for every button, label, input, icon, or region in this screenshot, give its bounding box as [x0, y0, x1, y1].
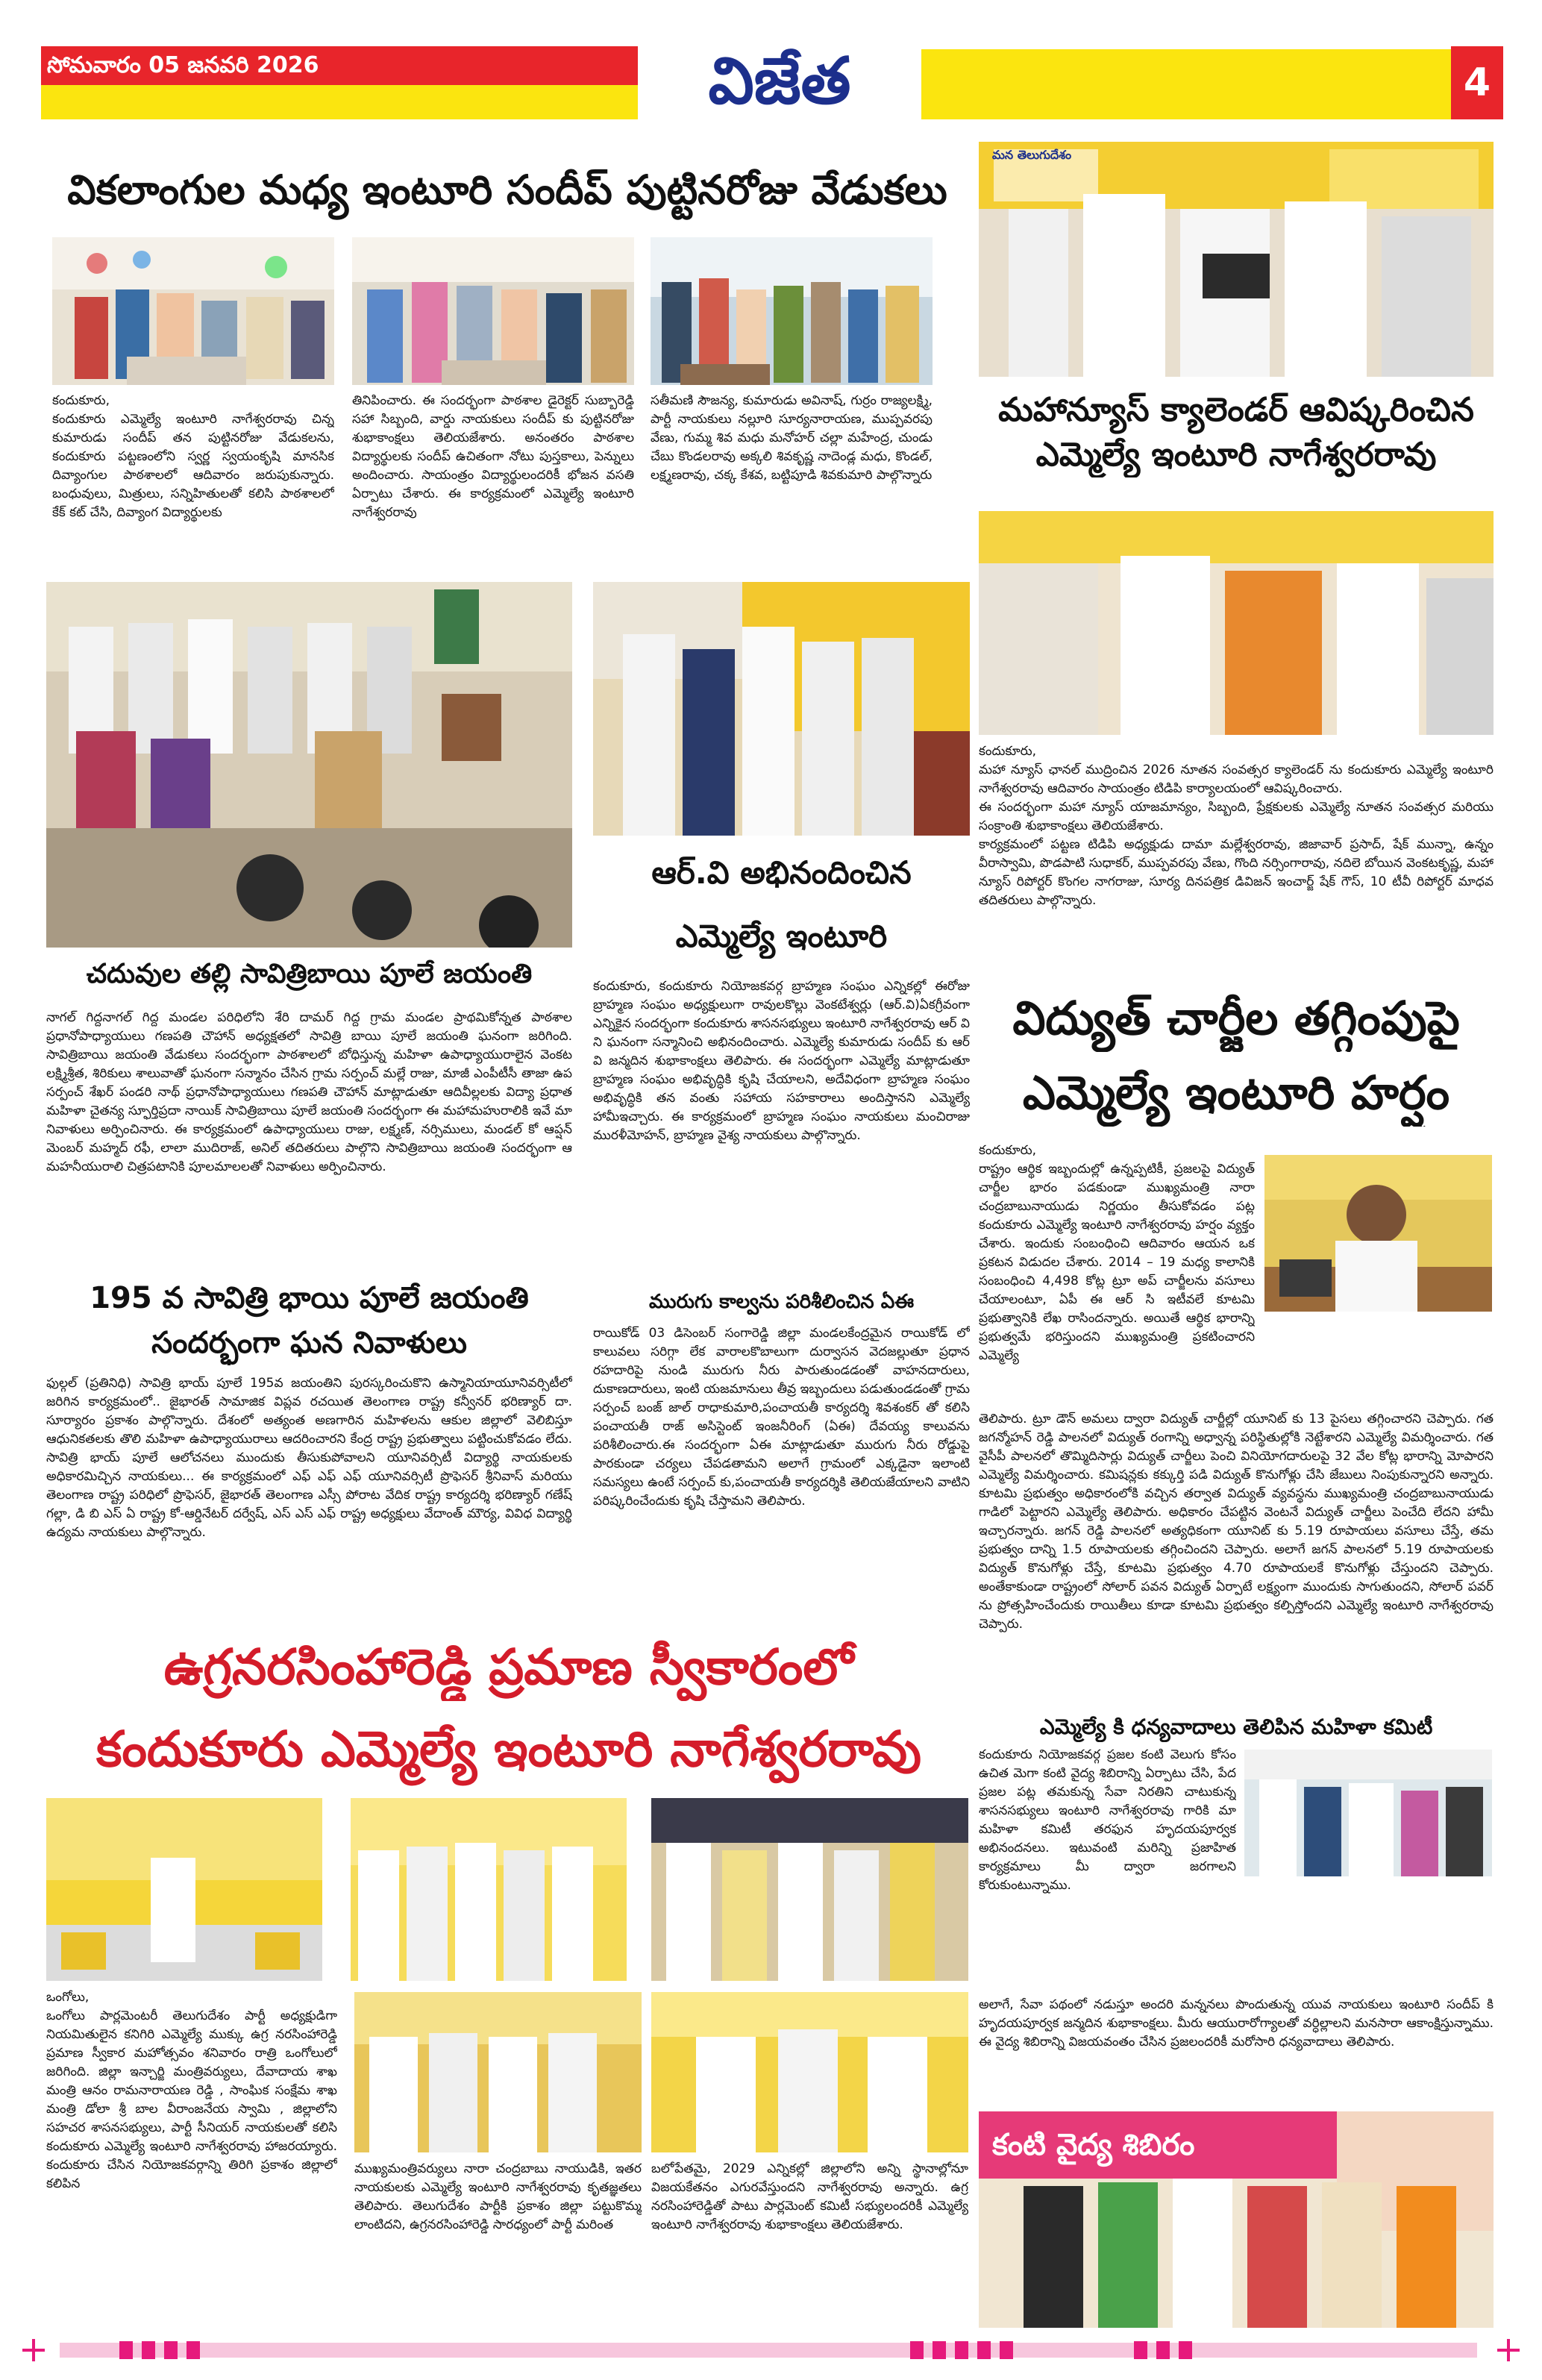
- oath-photo-1: [46, 1798, 322, 1981]
- oath-photo-4: [354, 1992, 642, 2152]
- footer-strip: [15, 2335, 1527, 2365]
- story8-body-a: కందుకూరు నియోజకవర్గ ప్రజల కంటి వెలుగు కోసం ఉచిత మెగా కంటి వైద్య శిబిరాన్ని ఏర్పాటు చేసి, పేద ప్రజల పట్ల తమకున్న సేవా నిరతిని చాటుకున్న శాసనసభ్యులు ఇంటూరి నాగేశ్వరరావు గారికి మా మహిళా కమిటీ తరఫున హృదయపూర్వక అభినందనలు. ఇటువంటి మరిన్ని ప్రజాహిత కార్యక్రమాలు మీ ద్వారా జరగాలని కోరుకుంటున్నాము.: [979, 1747, 1236, 1893]
- story3-headline: చదువుల తల్లి సావిత్రిబాయి పూలే జయంతి: [86, 959, 533, 989]
- story8-headline: ఎమ్మెల్యే కి ధన్యవాదాలు తెలిపిన మహిళా కమిటీ: [1039, 1714, 1433, 1739]
- birthday-photo-3: [651, 237, 933, 385]
- birthday-photo-2: [352, 237, 634, 385]
- oath-photo-5: [651, 1992, 968, 2152]
- story6-body: రాయికోడ్ 03 డిసెంబర్ సంగారెడ్డి జిల్లా మండలకేంద్రమైన రాయికోడ్ లో కాలువలు సరిగ్గా లేక వారాలకొబాలుగా దుర్వాసన వెదజల్లుతూ ప్రధాన రహదారిపై నుండి మురుగు నీరు పారుతుండడంతో వాహనదారులు, దుకాణదారులు, ఇంటి యజమానులు తీవ్ర ఇబ్బందులు పడుతుండడంతో గ్రామ సర్పంచ్ బంజ్ జాల్ రాధాకుమారి,పంచాయతీ కార్యదర్శి శివశంకర్ తో కలిసి పంచాయతీ రాజ్ అసిస్టెంట్ ఇంజనీరింగ్ (ఏఈ) దేవయ్య కాలువను పరిశీలించారు.ఈ సందర్భంగా ఏఈ మాట్లాడుతూ మురుగు నీరు రోడ్డుపై పారకుండా చర్యలు చేపడతామని అలాగే గ్రామంలో ఎక్కడైనా ఇలాంటి సమస్యలు ఉంటే సర్పంచ్ కు,పంచాయతీ కార్యదర్శికి తెలియజేయాలని వాటిని పరిష్కరించేందుకు కృషి చేస్తామని తెలిపారు.: [593, 1326, 970, 1509]
- rv-felicitation-photo: [593, 582, 970, 836]
- story7-headline-line2: ఎమ్మెల్యే ఇంటూరి హర్షం: [1022, 1065, 1450, 1120]
- yellow-ribbon-right: [921, 49, 1458, 119]
- story7-body: తెలిపారు. ట్రూ డౌన్ అమలు ద్వారా విద్యుత్ చార్జీల్లో యూనిట్ కు 13 పైసలు తగ్గించారని చెప్పారు. గత జగన్మోహన్ రెడ్డి పాలనలో విద్యుత్ రంగాన్ని అధ్వాన్న పరిస్థితుల్లోకి నెట్టేశారని ఎమ్మెల్యే విమర్శించారు. గత వైసీపీ పాలనలో తొమ్మిదిసార్లు విద్యుత్ చార్జీలు పెంచి వినియోగదారులపై 32 వేల కోట్ల భారాన్ని మోపారని ఎమ్మెల్యే విమర్శించారు. కమిషన్లకు కక్కుర్తి పడి విద్యుత్ కొనుగోళ్లు చేసి జేబులు నింపుకున్నారని అన్నారు. కూటమి ప్రభుత్వం అధికారంలోకి వచ్చిన తర్వాత విద్యుత్ వ్యవస్థను ముఖ్యమంత్రి చంద్రబాబునాయుడు గాడిలో పెట్టారని ఎమ్మెల్యే తెలిపారు. అధికారం చేపట్టిన వెంటనే విద్యుత్ చార్జీలు పెంచేది లేదని హామీ ఇచ్చారన్నారు. జగన్ రెడ్డి పాలనలో అత్యధికంగా యూనిట్ కు 5.19 రూపాయలు వసూలు చేస్తే, తమ ప్రభుత్వం దాన్ని 1.5 రూపాయలకు తగ్గించిందని చెప్పారు. అలాగే జగన్ పాలనలో 5.19 రూపాయలకు విద్యుత్ కొనుగోళ్లు చేస్తే, కూటమి ప్రభుత్వం 4.70 రూపాయలకే కొనుగోళ్లు చేస్తుందని చెప్పారు. అంతేకాకుండా రాష్ట్రంలో సోలార్ పవన విద్యుత్ ఏర్పాటే లక్ష్యంగా ముందుకు సాగుతుందని, సోలార్ పవర్ ను ప్రోత్సహించేందుకు రాయితీలు కూడా కూటమి ప్రభుత్వం కల్పిస్తోందని ఎమ్మెల్యే ఇంటూరి నాగేశ్వరరావు చెప్పారు.: [979, 1412, 1494, 1632]
- story9-headline-line1: ఉగ్రనరసింహారెడ్డి ప్రమాణ స్వీకారంలో: [163, 1638, 854, 1696]
- eye-camp-banner-text: కంటి వైద్య శిబిరం: [992, 2128, 1195, 2162]
- calendar-banner-label: మన తెలుగుదేశం: [992, 148, 1072, 162]
- savitribai-photo: [46, 582, 572, 948]
- story7-intro: కందుకూరు, రాష్ట్రం ఆర్థిక ఇబ్బందుల్లో ఉన్నప్పటికీ, ప్రజలపై విద్యుత్ చార్జీల భారం పడకుండా ముఖ్యమంత్రి నారా చంద్రబాబునాయుడు నిర్ణయం తీసుకోవడం పట్ల కందుకూరు ఎమ్మెల్యే ఇంటూరి నాగేశ్వరరావు హర్షం వ్యక్తం చేశారు. ఇందుకు సంబంధించి ఆదివారం ఆయన ఒక ప్రకటన విడుదల చేశారు. 2014 – 19 మధ్య కాలానికి సంబంధించి 4,498 కోట్ల ట్రూ అప్ చార్జీలను వసూలు చేయాలంటూ, ఏపీ ఈ ఆర్ సి ఇటీవలే కూటమి ప్రభుత్వానికి లేఖ రాసిందన్నారు. అయితే ఆర్థిక భారాన్ని ప్రభుత్వమే భరిస్తుందని ముఖ్యమంత్రి ప్రకటించారని ఎమ్మెల్యే: [979, 1143, 1255, 1363]
- birthday-photo-1: [52, 237, 334, 385]
- mla-portrait: [1264, 1155, 1492, 1312]
- story5-body: కందుకూరు, కందుకూరు నియోజకవర్గ బ్రాహ్మణ సంఘం ఎన్నికల్లో ఈరోజు బ్రాహ్మణ సంఘం అధ్యక్షులుగా రావులకొల్లు వెంకటేశ్వర్లు (ఆర్.వి)ఏకగ్రీవంగా ఎన్నికైన సందర్భంగా కందుకూరు శాసనసభ్యులు ఇంటూరి నాగేశ్వరరావు ఆర్ వి ని ఘనంగా సన్మానించి అభినందించారు. ఎమ్మెల్యే కుమారుడు సందీప్ కు ఆర్ వి జన్మదిన శుభాకాంక్షలు తెలిపారు. ఈ సందర్భంగా ఎమ్మెల్యే మాట్లాడుతూ బ్రాహ్మణ సంఘం అభివృద్ధికి కృషి చేయాలని, అదేవిధంగా బ్రాహ్మణ సంఘం అభివృద్ధికి తన వంతు సహాయ సహకారాలు అందిస్తానని ఎమ్మెల్యే హామీఇచ్చారు. ఈ కార్యక్రమంలో బ్రాహ్మణ సంఘం నాయకులు మంచిరాజు మురళీమోహన్, బ్రాహ్మణ వైశ్య నాయకులు పాల్గొన్నారు.: [593, 979, 970, 1143]
- story4-body: ఫుల్గల్ (ప్రతినిధి) సావిత్రి భాయ్ పూలే 195వ జయంతిని పురస్కరించుకొని ఉస్మానియాయూనివర్సిటీలో జరిగిన కార్యక్రమంలో.. జైభారత్ సామాజిక విప్లవ రచయిత తెలంగాణ రాష్ట్ర కన్వీనర్ భరిణ్యార్ దా. సూర్యారం ప్రకాశం పాల్గొన్నారు. దేశంలో అత్యంత అణగారిన మహిళలను ఆకుల జిల్లాలో వెలిబిస్తూ ఆధునికతలకు తొలి మహిళా ఉపాధ్యాయురాలు ఆదరించారని కేంద్ర రాష్ట్ర ప్రభుత్వాలు పట్టించుకోవడం లేదు. సావిత్రి భాయ్ పూలే ఆలోచనలు ముందుకు తీసుకుపోవాలని యూనివర్సిటీ విద్యార్థి నాయకులకు అధికారమిచ్చిన నాయకులు... ఈ కార్యక్రమంలో ఎఫ్ ఎఫ్ ఎఫ్ యూనివర్సిటీ ప్రొఫెసర్ శ్రీనివాస్ మరియు తెలంగాణ రాష్ట్ర పరిధిలో ప్రొఫెసర్, జైభారత్ తెలంగాణ ఎస్సీ పోరాట వేదిక రాష్ట్ర కార్యదర్శి భరిణ్యార్ గణేష్ గల్లా, డి బి ఎస్ ఏ రాష్ట్ర కో-ఆర్డినేటర్ దర్వేష్, ఎస్ ఎస్ ఎఫ్ రాష్ట్ర అధ్యక్షులు వేదాంత్ మౌర్య, వివిధ విద్యార్థి ఉద్యమ నాయకులు పాల్గొన్నారు.: [46, 1376, 572, 1540]
- story5-headline-line2: ఎమ్మెల్యే ఇంటూరి: [675, 918, 888, 954]
- story1-col1: కందుకూరు, కందుకూరు ఎమ్మెల్యే ఇంటూరి నాగేశ్వరరావు చిన్న కుమారుడు సందీప్ తన పుట్టినరోజు వేడుకలను, కందుకూరు పట్టణంలోని స్వర్ణ స్వయంకృషి మానసిక దివ్యాంగుల పాఠశాలలో ఆదివారం జరుపుకున్నారు. బంధువులు, మిత్రులు, సన్నిహితులతో కలిసి పాఠశాలలో కేక్ కట్ చేసి, దివ్యాంగ విద్యార్థులకు: [52, 393, 334, 520]
- story7-headline-line1: విద్యుత్ చార్జీల తగ్గింపుపై: [1012, 991, 1460, 1045]
- story1-col2: తినిపించారు. ఈ సందర్భంగా పాఠశాల డైరెక్టర్ సుబ్బారెడ్డి సహా సిబ్బంది, వార్డు నాయకులు సందీప్ కు పుట్టినరోజు శుభాకాంక్షలు తెలియజేశారు. అనంతరం పాఠశాల విద్యార్థులకు సందీప్ ఉచితంగా నోటు పుస్తకాలు, పెన్నులు అందించారు. సాయంత్రం విద్యార్థులందరికీ భోజన వసతి ఏర్పాటు చేశారు. ఈ కార్యక్రమంలో ఎమ్మెల్యే ఇంటూరి నాగేశ్వరరావు: [352, 393, 634, 520]
- story9-col1: ఒంగోలు, ఒంగోలు పార్లమెంటరీ తెలుగుదేశం పార్టీ అధ్యక్షుడిగా నియమితులైన కనిగిరి ఎమ్మెల్యే ముక్కు ఉగ్ర నరసింహారెడ్డి ప్రమాణ స్వీకార మహోత్సవం శనివారం రాత్రి ఒంగోలులో జరిగింది. జిల్లా ఇన్చార్జి మంత్రివర్యులు, దేవాదాయ శాఖ మంత్రి ఆనం రామనారాయణ రెడ్డి , సాంఘిక సంక్షేమ శాఖ మంత్రి డోలా శ్రీ బాల వీరాంజనేయ స్వామి , జిల్లాలోని సహచర శాసనసభ్యులు, పార్టీ సీనియర్ నాయకులతో కలిసి కందుకూరు ఎమ్మెల్యే ఇంటూరి నాగేశ్వరరావు హాజరయ్యారు. కందుకూరు చేసిన నియోజకవర్గాన్ని తిరిగి ప్రకాశం జిల్లాలో కలిపిన: [46, 1990, 337, 2191]
- story8-body-b: అలాగే, సేవా పథంలో నడుస్తూ అందరి మన్ననలు పొందుతున్న యువ నాయకులు ఇంటూరి సందీప్ కి హృదయపూర్వక జన్మదిన శుభాకాంక్షలు. మీరు ఆయురారోగ్యాలతో వర్ధిల్లాలని మనసారా ఆకాంక్షిస్తున్నాము. ఈ వైద్య శిబిరాన్ని విజయవంతం చేసిన ప్రజలందరికీ మరోసారి ధన్యవాదాలు తెలిపారు.: [979, 1997, 1494, 2049]
- eye-camp-photo-1: [1244, 1750, 1492, 1876]
- story2-headline: మహాన్యూస్ క్యాలెండర్ ఆవిష్కరించిన ఎమ్మెల్యే ఇంటూరి నాగేశ్వరరావు: [998, 391, 1474, 474]
- story4-headline: 195 వ సావిత్రి భాయి పూలే జయంతి సందర్భంగా ఘన నివాళులు: [90, 1281, 529, 1360]
- page-number: 4: [1463, 60, 1491, 105]
- yellow-ribbon: [41, 85, 638, 119]
- story9-headline-line2: కందుకూరు ఎమ్మెల్యే ఇంటూరి నాగేశ్వరరావు: [96, 1720, 921, 1778]
- story9-col3: బలోపేతమై, 2029 ఎన్నికల్లో జిల్లాలోని అన్ని స్థానాల్లోనూ విజయకేతనం ఎగురవేస్తుందని నాగేశ్వరరావు అన్నారు. ఉగ్ర నరసింహారెడ్డితో పాటు పార్లమెంట్ కమిటీ సభ్యులందరికీ ఎమ్మెల్యే ఇంటూరి నాగేశ్వరరావు శుభాకాంక్షలు తెలియజేశారు.: [651, 2161, 968, 2232]
- story1-headline: వికలాంగుల మధ్య ఇంటూరి సందీప్ పుట్టినరోజు వేడుకలు: [67, 166, 947, 213]
- story6-headline: మురుగు కాల్వను పరిశీలించిన ఏఈ: [648, 1291, 915, 1313]
- story1-col3: సతీమణి సౌజన్య, కుమారుడు అవినాష్, గుర్రం రాజ్యలక్ష్మి, పార్టీ నాయకులు నల్లూరి సూర్యనారాయణ, ముప్పవరపు వేణు, గుమ్మ శివ మధు మనోహర్ చల్లా మహేంద్ర, చుండు చేబు కొండలరావు అక్కలి శివకృష్ణ నాదెండ్ల మధు, కొండల్, లక్ష్మణరావు, చక్క కేశవ, బట్టిపూడి శివకుమారి పాల్గొన్నారు: [651, 393, 933, 483]
- story9-col2: ముఖ్యమంత్రివర్యులు నారా చంద్రబాబు నాయుడికి, ఇతర నాయకులకు ఎమ్మెల్యే ఇంటూరి నాగేశ్వరరావు కృతజ్ఞతలు తెలిపారు. తెలుగుదేశం పార్టీకి ప్రకాశం జిల్లా పట్టుకొమ్మ లాంటిదని, ఉగ్రనరసింహారెడ్డి సారధ్యంలో పార్టీ మరింత: [354, 2161, 642, 2232]
- oath-photo-3: [651, 1798, 968, 1981]
- date-text: సోమవారం 05 జనవరి 2026: [47, 52, 319, 78]
- story2-body: కందుకూరు, మహా న్యూస్ ఛానల్ ముద్రించిన 2026 నూతన సంవత్సర క్యాలెండర్ ను కందుకూరు ఎమ్మెల్యే ఇంటూరి నాగేశ్వరరావు ఆదివారం సాయంత్రం టిడిపి కార్యాలయంలో ఆవిష్కరించారు. ఈ సందర్భంగా మహా న్యూస్ యాజమాన్యం, సిబ్బంది, ప్రేక్షకులకు ఎమ్మెల్యే నూతన సంవత్సర మరియు సంక్రాంతి శుభాకాంక్షలు తెలియజేశారు. కార్యక్రమంలో పట్టణ టిడిపి అధ్యక్షుడు దామా మల్లేశ్వరరావు, జిజావార్ ప్రసాద్, షేక్ మున్నా, ఉన్నం వీరాస్వామి, పొడపాటి సుధాకర్, ముప్పవరపు వేణు, గొంది నర్సింగారావు, నదిలె బోయిన వెంకటకృష్ణ, మహా న్యూస్ రిపోర్టర్ కొంగల నాగరాజు, సూర్య దినపత్రిక డివిజన్ ఇంచార్జ్ షేక్ గౌస్, 10 టీవీ రిపోర్టర్ మాధవ తదితరులు పాల్గొన్నారు.: [979, 744, 1494, 908]
- masthead-bar: [41, 46, 1503, 128]
- calendar-photo-1: [979, 142, 1494, 377]
- oath-photo-2: [351, 1798, 627, 1981]
- story5-headline-line1: ఆర్.వి అభినందించిన: [651, 854, 912, 891]
- masthead-title: విజేత: [708, 44, 851, 119]
- calendar-photo-2: [979, 511, 1494, 735]
- story3-body: నాగల్ గిద్దనాగల్ గిద్ద మండల పరిధిలోని శేరి దామర్ గిద్ద గ్రామ మండల ప్రాథమికోన్నత పాఠశాల ప్రధానోపాధ్యాయులు గణపతి చౌహాన్ అధ్యక్షతలో సావిత్రి బాయి పూలే జయంతి ఘనంగా జరిగింది. సావిత్రిబాయి జయంతి వేడుకలు సందర్భంగా పాఠశాలలో బోధిస్తున్న మహిళా ఉపాధ్యాయురాలైన వెంకట లక్ష్మిశ్రీత, శిరికులు శాలువాతో ఘనంగా సన్మానం చేసిన గ్రామ సర్పంచ్ మల్లే రాజు, మాజీ ఎంపీటీసీ తాజా ఉప సర్పంచ్ శేఖర్ పండరి నాథ్ ప్రధానోపాధ్యాయులు గణపతి చౌహాన్ మాట్లాడుతూ ఆదివీల్లలకు విద్యా ప్రధాత మహిళా చైతన్య స్ఫూర్తిప్రదా నాయిక్ సావిత్రిబాయి పూలే జయంతి సందర్భంగా ఈ మహామహురాలికి ఇవే మా నివాళులు అర్పించినారు. ఈ కార్యక్రమంలో ఉపాధ్యాయులు రాజు, లక్ష్మణ్, నర్సిములు, మండల్ కో ఆప్షన్ మెంబర్ మహ్మద్ రఫీ, లాలా ముదిరాజ్, అనిల్ తదితరులు పాల్గొని సావిత్రిబాయి జయంతి సందర్భంగా ఆ మహనీయురాలి చిత్రపటానికి పూలమాలలతో నివాళులు అర్పించినారు.: [46, 1010, 572, 1174]
